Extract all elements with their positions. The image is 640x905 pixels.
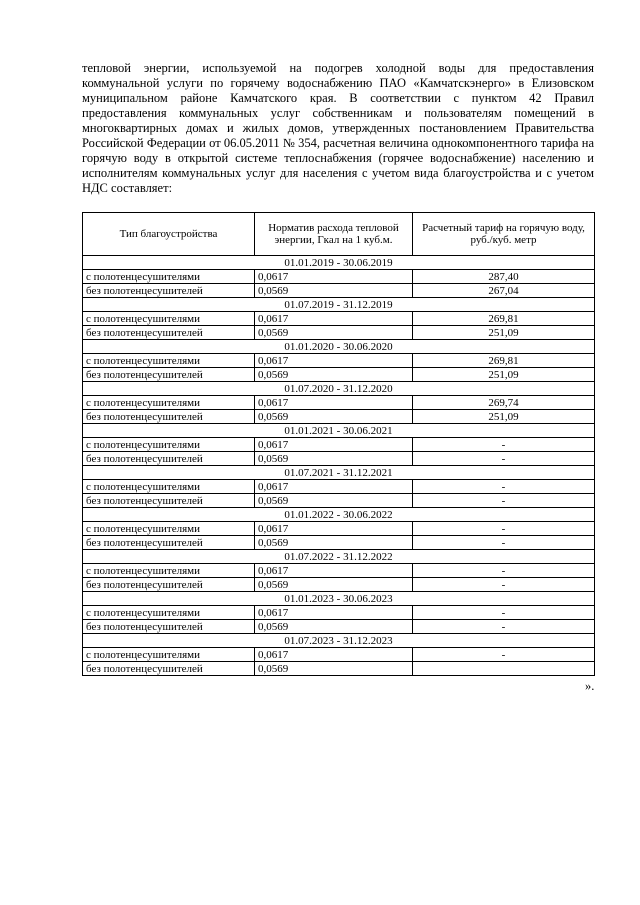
- period-row: [83, 256, 595, 270]
- header-norm: Норматив расхода тепловой энергии, Гкал на 1 куб.м.: [255, 213, 413, 256]
- norm-cell: 0,0569: [255, 284, 413, 298]
- period-row: [83, 466, 595, 480]
- tariff-cell: 287,40: [413, 270, 595, 284]
- period-label: 01.01.2023 - 30.06.2023: [83, 592, 595, 606]
- tariff-cell: -: [413, 648, 595, 662]
- table-row: [83, 326, 595, 340]
- type-cell: с полотенцесушителями: [83, 354, 255, 368]
- norm-cell: 0,0569: [255, 578, 413, 592]
- period-label: 01.07.2019 - 31.12.2019: [83, 298, 595, 312]
- tariff-cell: 251,09: [413, 368, 595, 382]
- period-row: [83, 592, 595, 606]
- table-row: [83, 648, 595, 662]
- period-label: 01.07.2023 - 31.12.2023: [83, 634, 595, 648]
- tariff-cell: [413, 662, 595, 676]
- tariff-cell: 269,74: [413, 396, 595, 410]
- table-row: [83, 312, 595, 326]
- type-cell: с полотенцесушителями: [83, 396, 255, 410]
- type-cell: без полотенцесушителей: [83, 662, 255, 676]
- type-cell: с полотенцесушителями: [83, 438, 255, 452]
- period-row: [83, 424, 595, 438]
- tariff-cell: -: [413, 578, 595, 592]
- tariff-cell: -: [413, 438, 595, 452]
- type-cell: с полотенцесушителями: [83, 312, 255, 326]
- tariff-cell: -: [413, 522, 595, 536]
- table-row: [83, 578, 595, 592]
- tariff-cell: 251,09: [413, 410, 595, 424]
- type-cell: с полотенцесушителями: [83, 270, 255, 284]
- period-row: [83, 298, 595, 312]
- type-cell: без полотенцесушителей: [83, 578, 255, 592]
- tariff-cell: -: [413, 536, 595, 550]
- norm-cell: 0,0617: [255, 438, 413, 452]
- type-cell: с полотенцесушителями: [83, 522, 255, 536]
- norm-cell: 0,0617: [255, 522, 413, 536]
- header-tariff: Расчетный тариф на горячую воду, руб./куб. метр: [413, 213, 595, 256]
- tariff-table: [82, 212, 595, 676]
- tariff-cell: 269,81: [413, 312, 595, 326]
- type-cell: с полотенцесушителями: [83, 480, 255, 494]
- period-label: 01.01.2020 - 30.06.2020: [83, 340, 595, 354]
- period-row: [83, 382, 595, 396]
- closing-quote-mark: ».: [585, 679, 595, 693]
- table-header-row: [83, 213, 595, 256]
- table-body: [83, 256, 595, 676]
- period-row: [83, 508, 595, 522]
- norm-cell: 0,0569: [255, 620, 413, 634]
- norm-cell: 0,0569: [255, 662, 413, 676]
- type-cell: без полотенцесушителей: [83, 368, 255, 382]
- period-label: 01.07.2021 - 31.12.2021: [83, 466, 595, 480]
- period-row: [83, 340, 595, 354]
- type-cell: с полотенцесушителями: [83, 564, 255, 578]
- norm-cell: 0,0569: [255, 494, 413, 508]
- tariff-cell: -: [413, 564, 595, 578]
- type-cell: без полотенцесушителей: [83, 452, 255, 466]
- table-row: [83, 662, 595, 676]
- period-label: 01.01.2021 - 30.06.2021: [83, 424, 595, 438]
- norm-cell: 0,0617: [255, 354, 413, 368]
- norm-cell: 0,0617: [255, 312, 413, 326]
- tariff-cell: 269,81: [413, 354, 595, 368]
- type-cell: с полотенцесушителями: [83, 606, 255, 620]
- period-row: [83, 550, 595, 564]
- table-row: [83, 354, 595, 368]
- type-cell: без полотенцесушителей: [83, 494, 255, 508]
- period-label: 01.01.2022 - 30.06.2022: [83, 508, 595, 522]
- period-label: 01.01.2019 - 30.06.2019: [83, 256, 595, 270]
- type-cell: без полотенцесушителей: [83, 326, 255, 340]
- tariff-cell: -: [413, 494, 595, 508]
- type-cell: без полотенцесушителей: [83, 284, 255, 298]
- header-type: Тип благоустройства: [83, 213, 255, 256]
- norm-cell: 0,0569: [255, 410, 413, 424]
- table-row: [83, 410, 595, 424]
- table-row: [83, 396, 595, 410]
- norm-cell: 0,0569: [255, 452, 413, 466]
- tariff-cell: -: [413, 452, 595, 466]
- type-cell: без полотенцесушителей: [83, 536, 255, 550]
- norm-cell: 0,0617: [255, 480, 413, 494]
- tariff-cell: 251,09: [413, 326, 595, 340]
- type-cell: без полотенцесушителей: [83, 620, 255, 634]
- norm-cell: 0,0617: [255, 396, 413, 410]
- table-row: [83, 564, 595, 578]
- tariff-cell: -: [413, 606, 595, 620]
- table-row: [83, 494, 595, 508]
- period-label: 01.07.2022 - 31.12.2022: [83, 550, 595, 564]
- period-label: 01.07.2020 - 31.12.2020: [83, 382, 595, 396]
- table-row: [83, 620, 595, 634]
- table-row: [83, 452, 595, 466]
- norm-cell: 0,0617: [255, 606, 413, 620]
- tariff-cell: -: [413, 620, 595, 634]
- norm-cell: 0,0617: [255, 648, 413, 662]
- norm-cell: 0,0569: [255, 368, 413, 382]
- norm-cell: 0,0617: [255, 270, 413, 284]
- norm-cell: 0,0569: [255, 536, 413, 550]
- table-row: [83, 368, 595, 382]
- table-row: [83, 270, 595, 284]
- table-row: [83, 606, 595, 620]
- norm-cell: 0,0569: [255, 326, 413, 340]
- table-row: [83, 536, 595, 550]
- type-cell: без полотенцесушителей: [83, 410, 255, 424]
- type-cell: с полотенцесушителями: [83, 648, 255, 662]
- norm-cell: 0,0617: [255, 564, 413, 578]
- table-row: [83, 522, 595, 536]
- tariff-cell: 267,04: [413, 284, 595, 298]
- intro-paragraph: тепловой энергии, используемой на подогрев холодной воды для предоставления коммунальной услуги по горячему водоснабжению ПАО «Камчатскэнерго» в Елизовском муниципальном районе Камчатского края. В соответствии с пунктом 42 Правил предоставления коммунальных услуг собственникам и пользователям помещений в многоквартирных домах и жилых домов, утвержденных постановлением Правительства Российской Федерации от 06.05.2011 № 354, расчетная величина однокомпонентного тарифа на горячую воду в открытой системе теплоснабжения (горячее водоснабжение) населению и исполнителям коммунальных услуг для населения с учетом вида благоустройства и с учетом НДС составляет:: [82, 61, 594, 195]
- table-row: [83, 480, 595, 494]
- table-row: [83, 438, 595, 452]
- period-row: [83, 634, 595, 648]
- table-row: [83, 284, 595, 298]
- tariff-cell: -: [413, 480, 595, 494]
